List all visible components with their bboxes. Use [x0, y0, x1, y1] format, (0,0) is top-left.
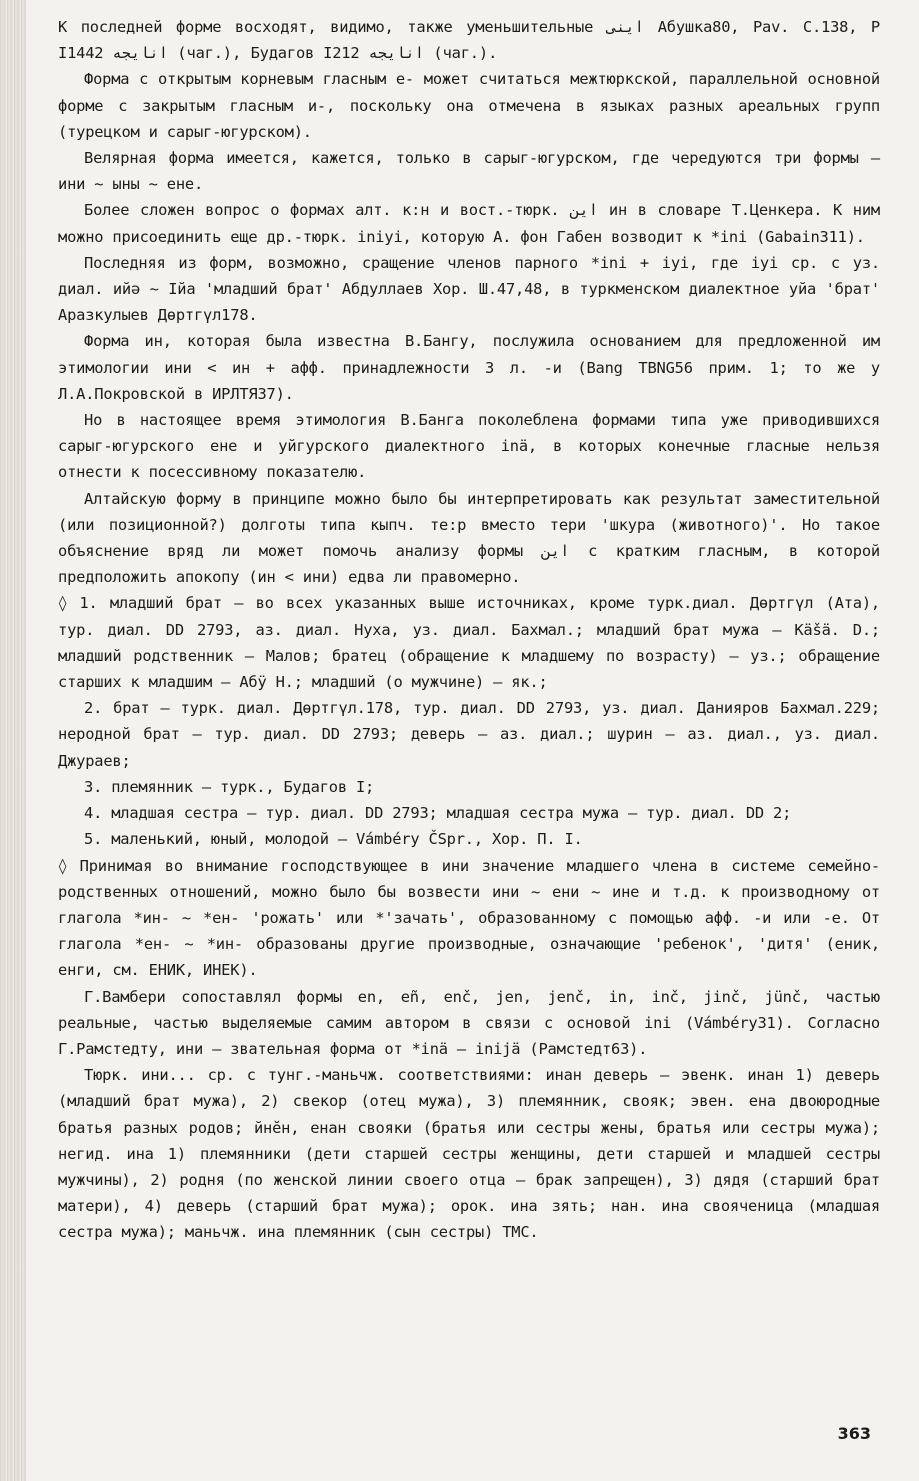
page-number: 363: [837, 1424, 871, 1443]
paragraph: Велярная форма имеется, кажется, только в сарыг-югурском, где чередуются три формы – ини ~ ыны ~ ене.: [58, 149, 880, 194]
paragraph: Г.Вамбери сопоставлял формы en, eñ, enč, jen, jenč, in, inč, jinč, jünč, частью реальные, частью выделяемые самим автором в связи с основой ini (Vámbéry31). Согласно Г.Рамстедту, ини – звательная форма от *inä – inijä (Рамстедт63).: [58, 987, 880, 1058]
binding-shadow: [0, 0, 26, 1481]
body-text: [58, 14, 880, 1246]
paragraph: К последней форме восходят, видимо, также уменьшительные اينى Абушка80, Pav. C.138, P I1442 انايجه (чаг.), Будагов I212 انايجه (чаг.).: [58, 18, 880, 63]
paragraph: Алтайскую форму в принципе можно было бы интерпретировать как результат заместительной (или позиционной?) долготы типа кыпч. те:р вместо тери 'шкура (животного)'. Но такое объяснение вряд ли может помочь анализу формы اين с кратким гласным, в которой предположить апокопу (ин < ини) едва ли правомерно.: [58, 489, 880, 587]
paragraph: 4. младшая сестра – тур. диал. DD 2793; младшая сестра мужа – тур. диал. DD 2;: [84, 804, 792, 823]
paragraph: 3. племянник – турк., Будагов I;: [84, 777, 375, 796]
paragraph: Но в настоящее время этимология В.Банга поколеблена формами типа уже приводившихся сарыг-югурского ене и уйгурского диалектного inä, в которых конечные гласные нельзя отнести к посессивному показателю.: [58, 411, 880, 482]
paragraph: Форма с открытым корневым гласным е- может считаться межтюркской, параллельной основной форме с закрытым гласным и-, поскольку она отмечена в языках разных ареальных групп (турецком и сарыг-югурском).: [58, 70, 880, 141]
paragraph: Форма ин, которая была известна В.Бангу, послужила основанием для предложенной им этимологии ини < ин + афф. принадлежности 3 л. -и (Bang TBNG56 прим. 1; то же у Л.А.Покровской в ИРЛТЯ37).: [58, 332, 880, 403]
paragraph: Тюрк. ини... ср. с тунг.-маньчж. соответствиями: инан деверь – эвенк. инан 1) деверь (младший брат мужа), 2) свекор (отец мужа), 3) племянник, свояк; эвен. ена двоюродные братья разных родов; йнӗн, енан свояки (братья или сестры жены, братья или сестры мужа); негид. ина 1) племянники (дети старшей сестры женщины, дети старшей и младшей сестры мужчины), 2) родня (по женской линии своего отца – брак запрещен), 3) дядя (старший брат матери), 4) деверь (старший брат мужа); орок. ина зять; нан. ина свояченица (младшая сестра мужа); маньчж. ина племянник (сын сестры) ТМС.: [58, 1066, 880, 1242]
paragraph: ◊ 1. младший брат – во всех указанных выше источниках, кроме турк.диал. Дөртгүл (Ата), тур. диал. DD 2793, аз. диал. Нуха, уз. диал. Бахмал.; младший брат мужа – Käšä. D.; младший родственник – Малов; братец (обращение к младшему по возрасту) – уз.; обращение старших к младшим – Абӱ Н.; младший (о мужчине) – як.;: [58, 594, 880, 692]
paragraph: 5. маленький, юный, молодой – Vámbéry ČSpr., Хор. П. I.: [84, 830, 583, 849]
paragraph: Более сложен вопрос о формах алт. к:н и вост.-тюрк. اين ин в словаре Т.Ценкера. К ним можно присоединить еще др.-тюрк. iniyi, которую А. фон Габен возводит к *ini (Gabain311).: [58, 201, 880, 246]
paragraph: 2. брат – турк. диал. Дөртгүл.178, тур. диал. DD 2793, уз. диал. Данияров Бахмал.229; неродной брат – тур. диал. DD 2793; деверь – аз. диал.; шурин – аз. диал., уз. диал. Джураев;: [58, 699, 880, 770]
paragraph: ◊ Принимая во внимание господствующее в ини значение младшего члена в системе семейно-родственных отношений, можно было бы возвести ини ~ ени ~ ине и т.д. к производному от глагола *ин- ~ *ен- 'рожать' или *'зачать', образованному с помощью афф. -и или -е. От глагола *ен- ~ *ин- образованы другие производные, означающие 'ребенок', 'дитя' (еник, енги, см. ЕНИК, ИНЕК).: [58, 856, 880, 980]
paragraph: Последняя из форм, возможно, сращение членов парного *ini + iyi, где iyi ср. с уз. диал. ийә ~ Ійа 'младший брат' Абдуллаев Хор. Ш.47,48, в туркменском диалектное уйа 'брат' Аразкулыев Дөртгүл178.: [58, 253, 880, 325]
